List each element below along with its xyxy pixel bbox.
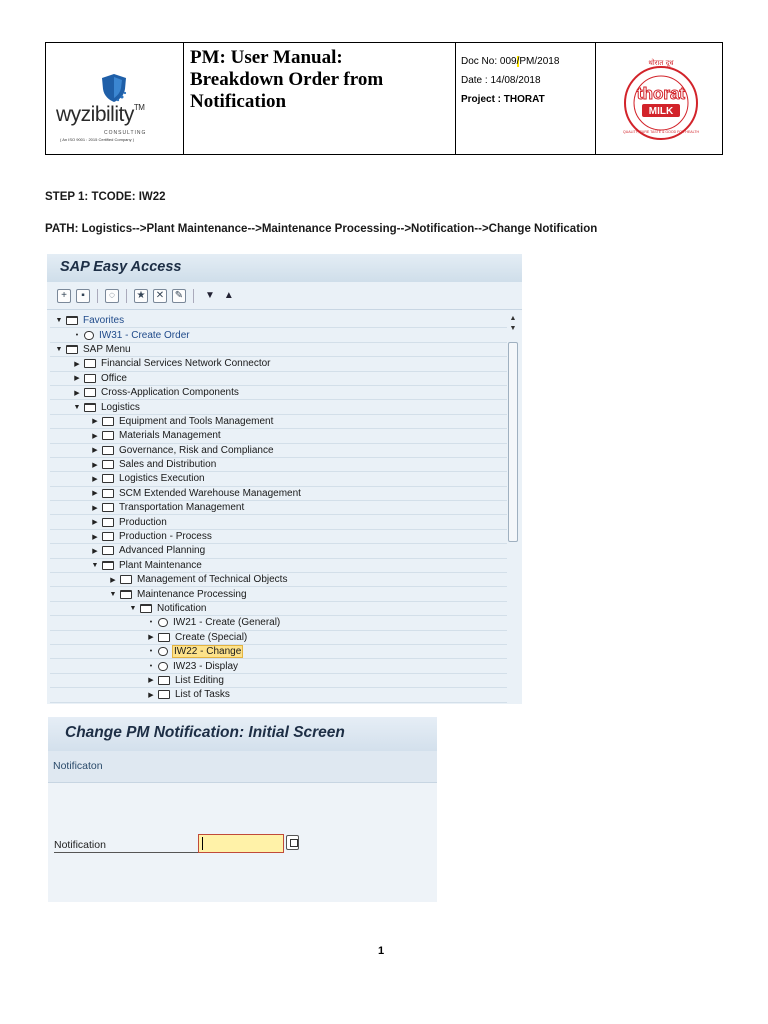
expand-arrow-icon[interactable]: ▶ <box>74 360 80 368</box>
toolbar-separator <box>97 289 98 303</box>
tree-node[interactable] <box>50 631 507 645</box>
folder-icon <box>158 690 170 699</box>
expand-arrow-icon[interactable]: ▶ <box>92 533 98 541</box>
tree-node[interactable] <box>50 559 507 573</box>
doc-project: Project : THORAT <box>461 94 545 105</box>
window-title: SAP Easy Access <box>47 254 522 282</box>
transaction-icon <box>84 331 94 340</box>
tree-node-label: Favorites <box>83 315 125 327</box>
delete-favorite-icon[interactable]: ✕ <box>153 289 167 303</box>
svg-text:QUALITY, PURE TASTE & GOOD FOR: QUALITY, PURE TASTE & GOOD FOR HEALTH <box>623 130 699 134</box>
folder-icon <box>102 532 114 541</box>
tree-node-label: Advanced Planning <box>119 545 206 557</box>
tree-node-label: Sales and Distribution <box>119 459 217 471</box>
svg-text:MILK: MILK <box>648 106 674 117</box>
tree-node-label: Financial Services Network Connector <box>101 358 271 370</box>
expand-arrow-icon[interactable]: ▶ <box>74 389 80 397</box>
expand-arrow-icon[interactable]: ▶ <box>74 375 80 383</box>
document-title: PM: User Manual: Breakdown Order from Notification <box>184 43 456 154</box>
folder-open-icon <box>84 403 96 412</box>
expand-arrow-icon[interactable]: ▶ <box>148 634 154 642</box>
tree-node[interactable] <box>50 472 507 486</box>
tree-node-label: Notification <box>157 603 207 614</box>
tree-node[interactable] <box>50 602 507 616</box>
tree-node-label: SAP Menu <box>83 343 131 355</box>
folder-icon <box>102 474 114 483</box>
folder-icon <box>102 489 114 498</box>
folder-icon <box>102 417 114 426</box>
tree-node[interactable] <box>50 659 507 673</box>
window-subtitle: Notificaton <box>48 751 437 783</box>
client-logo-cell <box>596 43 722 154</box>
bullet-icon: • <box>149 619 153 627</box>
expand-arrow-icon[interactable]: ▶ <box>92 475 98 483</box>
notification-input[interactable] <box>198 834 284 853</box>
folder-open-icon <box>120 590 132 599</box>
notification-field-label: Notification <box>54 839 202 853</box>
expand-arrow-icon[interactable]: ▶ <box>92 519 98 527</box>
collapse-arrow-icon[interactable]: ▼ <box>73 403 81 411</box>
tree-node-label: Transportation Management <box>119 502 245 514</box>
tree-node[interactable] <box>50 645 507 659</box>
bullet-icon: • <box>75 331 79 339</box>
add-favorite-icon[interactable]: + <box>57 289 71 303</box>
expand-arrow-icon[interactable]: ▶ <box>148 691 154 699</box>
folder-icon <box>158 676 170 685</box>
tree-node[interactable] <box>50 343 507 357</box>
edit-favorite-icon[interactable]: ✎ <box>172 289 186 303</box>
document-meta <box>456 43 596 154</box>
folder-icon <box>84 374 96 383</box>
step-path: PATH: Logistics-->Plant Maintenance-->Maintenance Processing-->Notification-->Change Notification <box>45 223 598 235</box>
expand-arrow-icon[interactable]: ▶ <box>92 461 98 469</box>
thorat-milk-logo <box>618 53 704 143</box>
tree-node-label: Governance, Risk and Compliance <box>119 444 274 456</box>
toolbar-separator <box>193 289 194 303</box>
scrollbar-thumb[interactable] <box>508 342 518 542</box>
tree-node-label: IW21 - Create (General) <box>173 617 281 629</box>
tree-node[interactable] <box>50 429 507 443</box>
tree-node[interactable] <box>50 415 507 429</box>
tree-node-label: Production <box>119 516 167 528</box>
svg-text:थोरात दूध: थोरात दूध <box>648 59 674 67</box>
vertical-scrollbar[interactable] <box>507 314 519 704</box>
tree-node-label: Maintenance Processing <box>137 588 247 600</box>
tree-node[interactable] <box>50 616 507 630</box>
tree-node-label: Cross-Application Components <box>101 387 239 399</box>
tree-node-label: IW22 - Change <box>174 646 242 658</box>
folder-open-icon <box>140 604 152 613</box>
change-notification-window <box>48 717 437 902</box>
toolbar-separator <box>126 289 127 303</box>
other-menu-icon[interactable]: ◌ <box>105 289 119 303</box>
tree-node[interactable] <box>50 487 507 501</box>
toolbar <box>47 282 522 310</box>
tree-node[interactable] <box>50 458 507 472</box>
move-down-icon[interactable]: ▼ <box>205 290 215 301</box>
tree-node[interactable] <box>50 372 507 386</box>
tree-node-label: SCM Extended Warehouse Management <box>119 487 301 499</box>
tree-node[interactable] <box>50 573 507 587</box>
tree-node-label: IW31 - Create Order <box>99 329 190 341</box>
move-up-icon[interactable]: ▲ <box>223 290 234 301</box>
window-title: Change PM Notification: Initial Screen <box>48 717 437 751</box>
document-header-table <box>45 42 723 155</box>
svg-text:thorat: thorat <box>636 84 686 103</box>
menu-tree <box>50 314 507 704</box>
expand-arrow-icon[interactable]: ▶ <box>92 504 98 512</box>
folder-icon <box>102 460 114 469</box>
tree-node[interactable] <box>50 501 507 515</box>
tree-node[interactable] <box>50 444 507 458</box>
doc-date: Date : 14/08/2018 <box>461 75 541 86</box>
collapse-arrow-icon[interactable]: ▼ <box>109 590 117 598</box>
tree-node-label: Logistics <box>101 401 140 413</box>
tree-node-label: Management of Technical Objects <box>137 574 288 586</box>
expand-arrow-icon[interactable]: ▶ <box>110 576 116 584</box>
tree-node-label: Logistics Execution <box>119 473 205 485</box>
tree-node[interactable] <box>50 674 507 688</box>
tree-node-label: Plant Maintenance <box>119 559 202 571</box>
tree-node-label: IW23 - Display <box>173 660 239 672</box>
expand-arrow-icon[interactable]: ▶ <box>92 547 98 555</box>
tree-node-label: List of Tasks <box>175 689 230 701</box>
folder-open-icon <box>66 316 78 325</box>
transaction-icon <box>158 618 168 627</box>
tree-node-label: Production - Process <box>119 531 212 543</box>
folder-open-icon <box>102 561 114 570</box>
collapse-arrow-icon[interactable]: ▼ <box>55 317 63 325</box>
folder-icon <box>102 503 114 512</box>
save-icon[interactable]: ▪ <box>76 289 90 303</box>
shield-icon <box>100 73 128 103</box>
tree-node[interactable] <box>50 544 507 558</box>
company-certification: ( An ISO 9001 : 2015 Certified Company ) <box>60 137 135 142</box>
tree-node-label: Materials Management <box>119 430 221 442</box>
tree-node[interactable] <box>50 357 507 371</box>
folder-icon <box>102 518 114 527</box>
tree-node[interactable] <box>50 328 507 342</box>
doc-number: Doc No: 009/PM/2018 <box>461 56 560 67</box>
company-logo-cell <box>46 43 184 154</box>
folder-icon <box>102 546 114 555</box>
tree-node-label: List Editing <box>175 674 224 686</box>
collapse-arrow-icon[interactable]: ▼ <box>129 605 137 612</box>
folder-open-icon <box>66 345 78 354</box>
value-help-icon[interactable] <box>286 835 299 850</box>
tree-node[interactable] <box>50 587 507 601</box>
collapse-arrow-icon[interactable]: ▼ <box>55 345 63 353</box>
tree-node[interactable] <box>50 314 507 328</box>
scroll-down-icon[interactable]: ▼ <box>509 325 517 332</box>
step-tcode: STEP 1: TCODE: IW22 <box>45 191 166 203</box>
expand-arrow-icon[interactable]: ▶ <box>92 432 98 440</box>
tree-node[interactable] <box>50 688 507 702</box>
bullet-icon: • <box>149 648 153 656</box>
tree-node[interactable] <box>50 530 507 544</box>
transaction-icon <box>158 647 168 656</box>
expand-arrow-icon[interactable]: ▶ <box>92 490 98 498</box>
collapse-arrow-icon[interactable]: ▼ <box>91 561 99 569</box>
transaction-icon <box>158 662 168 671</box>
text-cursor <box>202 837 203 850</box>
folder-icon <box>120 575 132 584</box>
sap-easy-access-window <box>47 254 522 704</box>
tree-node[interactable] <box>50 386 507 400</box>
company-logo-subtitle: CONSULTING <box>104 130 147 136</box>
tree-node[interactable] <box>50 400 507 414</box>
expand-arrow-icon[interactable]: ▶ <box>92 447 98 455</box>
expand-arrow-icon[interactable]: ▶ <box>92 418 98 426</box>
folder-icon <box>158 633 170 642</box>
folder-icon <box>102 446 114 455</box>
tree-node[interactable] <box>50 515 507 529</box>
folder-icon <box>84 359 96 368</box>
tree-node-label: Equipment and Tools Management <box>119 415 274 427</box>
bullet-icon: • <box>149 662 153 670</box>
folder-icon <box>84 388 96 397</box>
folder-icon <box>102 431 114 440</box>
add-to-favorites-icon[interactable]: ★ <box>134 289 148 303</box>
page-number: 1 <box>378 945 385 957</box>
tree-node-label: Create (Special) <box>175 631 248 643</box>
company-logo-text: wyzibility™ <box>56 103 145 126</box>
tree-node-label: Office <box>101 372 127 384</box>
expand-arrow-icon[interactable]: ▶ <box>148 677 154 685</box>
scroll-up-icon[interactable]: ▲ <box>509 315 517 322</box>
